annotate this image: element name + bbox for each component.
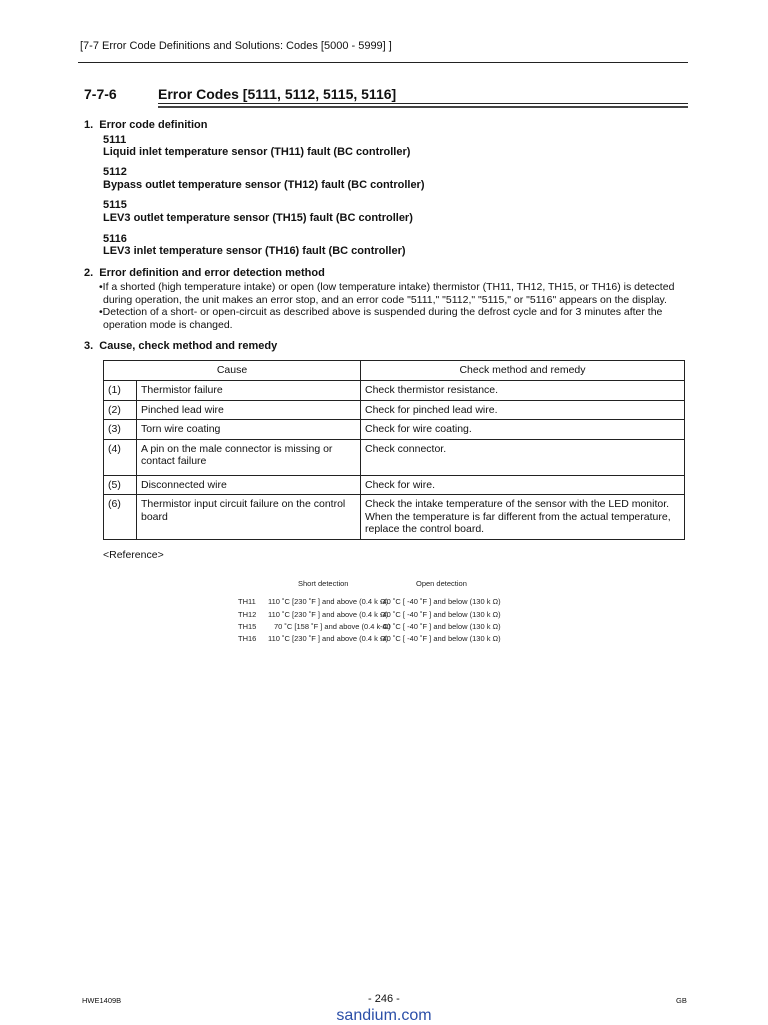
col-header-cause: Cause [104,361,361,381]
table-row [104,495,685,540]
table-row [104,475,685,495]
reference-sensor: TH16 [238,634,257,644]
part2-bullet-2-line1: •Detection of a short- or open-circuit as described above is suspended during the defrost cycle and for 3 minutes after the [99,306,663,318]
row-number: (5) [104,475,137,495]
reference-row [238,596,501,608]
row-number: (2) [104,400,137,420]
reference-open: -40 ˚C [ -40 ˚F ] and below (130 k Ω) [380,597,501,607]
row-number: (3) [104,420,137,440]
code-5112: 5112 [103,166,127,178]
row-number: (1) [104,381,137,401]
row-cause: A pin on the male connector is missing or contact failure [137,439,361,475]
cause-table [103,360,685,540]
reference-open: -40 ˚C [ -40 ˚F ] and below (130 k Ω) [380,634,501,644]
reference-open: -40 ˚C [ -40 ˚F ] and below (130 k Ω) [380,609,501,619]
section-rule-thick [158,106,688,108]
running-head: [7-7 Error Code Definitions and Solutions: Codes [5000 - 5999] ] [80,40,392,52]
reference-sensor: TH12 [238,609,257,619]
code-5116: 5116 [103,233,127,245]
table-row [104,439,685,475]
code-5115-definition: LEV3 outlet temperature sensor (TH15) fault (BC controller) [103,212,413,224]
row-check: Check for wire coating. [361,420,685,440]
reference-header-row [238,578,501,590]
section-number: 7-7-6 [84,86,117,102]
table-header-row [104,361,685,381]
row-check: Check for pinched lead wire. [361,400,685,420]
reference-short: 70 ˚C [158 ˚F ] and above (0.4 k Ω) [274,621,391,631]
row-cause: Pinched lead wire [137,400,361,420]
reference-short: 110 ˚C [230 ˚F ] and above (0.4 k Ω) [268,634,389,644]
footer-region: GB [676,996,687,1005]
part2-bullet-1-line2: during operation, the unit makes an error stop, and an error code "5111," "5112," "5115," or "5116" appears on the display. [103,294,667,306]
row-check: Check thermistor resistance. [361,381,685,401]
code-5111-definition: Liquid inlet temperature sensor (TH11) fault (BC controller) [103,146,411,158]
table-row [104,420,685,440]
part2-bullet-2-line2: operation mode is changed. [103,319,233,331]
part2-heading: 2. Error definition and error detection method [84,267,325,279]
row-number: (6) [104,495,137,540]
row-number: (4) [104,439,137,475]
code-5115: 5115 [103,199,127,211]
reference-col-open: Open detection [416,579,467,588]
reference-sensor: TH15 [238,621,257,631]
row-cause: Thermistor failure [137,381,361,401]
code-5111: 5111 [103,134,127,146]
code-5112-definition: Bypass outlet temperature sensor (TH12) fault (BC controller) [103,179,425,191]
watermark-link[interactable]: sandium.com [336,1007,432,1024]
reference-open: -40 ˚C [ -40 ˚F ] and below (130 k Ω) [380,621,501,631]
reference-row [238,609,501,621]
reference-col-short: Short detection [298,579,349,588]
reference-short: 110 ˚C [230 ˚F ] and above (0.4 k Ω) [268,609,389,619]
footer-page-number: - 246 - [368,993,400,1005]
reference-label: <Reference> [103,549,164,561]
footer-doc-code: HWE1409B [82,996,122,1005]
part1-heading: 1. Error code definition [84,119,208,131]
table-row [104,400,685,420]
row-check: Check connector. [361,439,685,475]
row-check: Check for wire. [361,475,685,495]
table-row [104,381,685,401]
part2-bullet-1-line1: •If a shorted (high temperature intake) or open (low temperature intake) thermistor (TH11, TH12, TH15, or TH16) is detected [99,281,675,293]
part3-heading: 3. Cause, check method and remedy [84,340,278,352]
reference-row [238,621,501,633]
reference-sensor: TH11 [238,597,256,607]
header-rule [78,62,688,63]
row-cause: Thermistor input circuit failure on the control board [137,495,361,540]
section-title: Error Codes [5111, 5112, 5115, 5116] [158,86,397,102]
row-cause: Disconnected wire [137,475,361,495]
code-5116-definition: LEV3 inlet temperature sensor (TH16) fault (BC controller) [103,245,406,257]
row-cause: Torn wire coating [137,420,361,440]
section-rule [158,103,688,104]
reference-table [238,578,501,645]
col-header-check: Check method and remedy [361,361,685,381]
reference-row [238,633,501,645]
reference-short: 110 ˚C [230 ˚F ] and above (0.4 k Ω) [268,597,389,607]
row-check: Check the intake temperature of the sensor with the LED monitor. When the temperature is far different from the actual temperature, replace the control board. [361,495,685,540]
